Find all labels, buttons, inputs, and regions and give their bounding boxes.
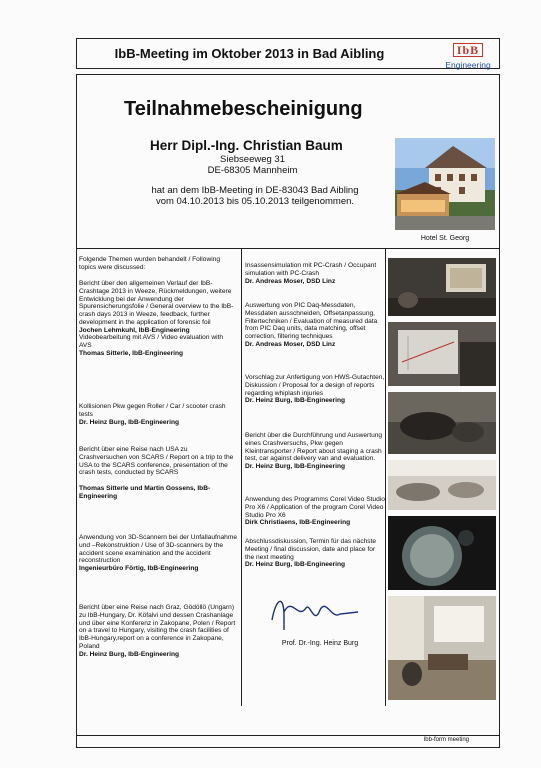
footer-box xyxy=(76,736,500,748)
topic-text: Abschlussdiskussion, Termin für das nächste Meeting / final discussion, date and place for the next meeting xyxy=(245,538,377,561)
topic-item xyxy=(79,534,237,573)
topic-speaker: Dr. Heinz Burg, IbB-Engineering xyxy=(245,463,346,471)
header-box xyxy=(76,38,500,69)
topic-speaker: Dirk Christiaens, IbB-Engineering xyxy=(245,519,351,527)
column-divider-1 xyxy=(241,249,242,706)
hotel-caption: Hotel St. Georg xyxy=(420,235,470,242)
topic-text: Vorschlag zur Anfertigung von HWS-Gutachten, Diskussion / Proposal for a design of reports regarding whiplash injuries xyxy=(245,374,385,397)
meeting-photo xyxy=(388,460,496,510)
topic-item xyxy=(79,604,237,659)
document-title: Teilnahmebescheinigung xyxy=(124,98,363,120)
topic-item xyxy=(245,262,385,285)
topic-text: Bericht über die Durchführung und Auswertung eines Crashversuchs, Pkw gegen Kleintransporter / Report about staging a crash test, car against delivery van and evaluation. xyxy=(245,432,383,463)
topic-text: Kollisionen Pkw gegen Roller / Car / scooter crash tests xyxy=(79,403,226,418)
signature xyxy=(262,590,372,638)
topic-item xyxy=(245,538,385,569)
topic-speaker: Thomas Sitterle, IbB-Engineering xyxy=(79,349,184,357)
column-divider-2 xyxy=(385,249,386,706)
topic-item xyxy=(79,446,237,501)
topic-text: Insassensimulation mit PC-Crash / Occupant simulation with PC-Crash xyxy=(245,262,377,277)
meeting-photo xyxy=(388,516,496,590)
meeting-title: IbB-Meeting im Oktober 2013 in Bad Aibling xyxy=(114,46,385,61)
meeting-photo xyxy=(388,392,496,454)
topic-item xyxy=(245,496,385,527)
topic-text: Anwendung des Programms Corel Video Studio Pro X6 / Application of the program Corel Video Studio Pro X6 xyxy=(245,496,385,519)
form-tag: Ibb-form meeting xyxy=(423,737,469,743)
topics-heading: Folgende Themen wurden behandelt / Following topics were discussed: xyxy=(79,256,221,271)
topic-item xyxy=(245,302,385,349)
topic-text: Anwendung von 3D-Scannern bei der Unfallaufnahme und –Rekonstruktion / Use of 3D-scanners by the accident scene examination and the accident reconstruction xyxy=(79,534,237,565)
topic-item xyxy=(79,280,237,335)
topic-speaker: Dr. Heinz Burg, IbB-Engineering xyxy=(79,650,180,658)
topic-item xyxy=(79,403,237,426)
topic-speaker: Dr. Andreas Moser, DSD Linz xyxy=(245,277,336,285)
topic-text: Videobearbeitung mit AVS / Video evaluation with AVS xyxy=(79,334,224,349)
topic-text: Bericht über eine Reise nach USA zu Crashversuchen von SCARS / Report on a trip to the USA to the SCARS conference, presentation of the crash tests, conducted by SCARS xyxy=(79,446,234,477)
hotel-photo xyxy=(395,138,495,230)
topic-text: Auswertung von PIC Daq-Messdaten, Messdaten ausschneiden, Offsetanpassung, Filtertechniken / Evaluation of measured data from PIC Daq units, data matching, offset correction, filtering techniques xyxy=(245,302,378,341)
attendance-line-1: hat an dem IbB-Meeting in DE-83043 Bad Aibling xyxy=(151,185,359,196)
participant-address xyxy=(150,154,355,176)
topic-text: Bericht über den allgemeinen Verlauf der IbB-Crashtage 2013 in Weeze, Rückmeldungen, weitere Entwicklung bei der Anwendung der Spurensicherungsfolie / General overview to the IbB-crash days 2013 in Weeze, feedback, further development in the application of forensic foil xyxy=(79,280,234,326)
topic-speaker: Jochen Lehmkuhl, IbB-Engineering xyxy=(79,326,190,334)
participant-name: Herr Dipl.-Ing. Christian Baum xyxy=(150,138,343,153)
topic-item xyxy=(245,432,385,471)
address-city: DE-68305 Mannheim xyxy=(207,165,298,176)
topic-speaker: Thomas Sitterle und Martin Gossens, IbB-Engineering xyxy=(79,485,211,500)
ibb-logo xyxy=(440,41,496,70)
meeting-photo xyxy=(388,258,496,316)
signature-caption: Prof. Dr.-Ing. Heinz Burg xyxy=(281,640,359,647)
topic-item xyxy=(245,374,385,405)
logo-subtitle: Engineering xyxy=(445,60,491,70)
topic-speaker: Dr. Heinz Burg, IbB-Engineering xyxy=(245,397,346,405)
meeting-photo xyxy=(388,322,496,386)
topic-text: Bericht über eine Reise nach Graz, Gödöllö (Ungarn) zu IbB-Hungary, Dr. Köfalvi und dessen Crashanlage und über eine Konferenz in Zakopane, Polen / Report on a travel to Hungary, visiting the crash facilities of IbB-Hungary,report on a conference in Zakopane, Poland xyxy=(79,604,236,650)
address-street: Siebseeweg 31 xyxy=(220,154,285,165)
attendance-statement xyxy=(140,185,370,207)
topic-item xyxy=(79,334,237,357)
topic-speaker: Ingenieurbüro Förtig, IbB-Engineering xyxy=(79,565,199,573)
logo-mark: IbB xyxy=(453,43,483,57)
topic-speaker: Dr. Andreas Moser, DSD Linz xyxy=(245,340,336,348)
topic-speaker: Dr. Heinz Burg, IbB-Engineering xyxy=(79,418,180,426)
topic-speaker: Dr. Heinz Burg, IbB-Engineering xyxy=(245,561,346,569)
attendance-line-2: vom 04.10.2013 bis 05.10.2013 teilgenommen. xyxy=(155,196,355,207)
meeting-photo xyxy=(388,596,496,700)
